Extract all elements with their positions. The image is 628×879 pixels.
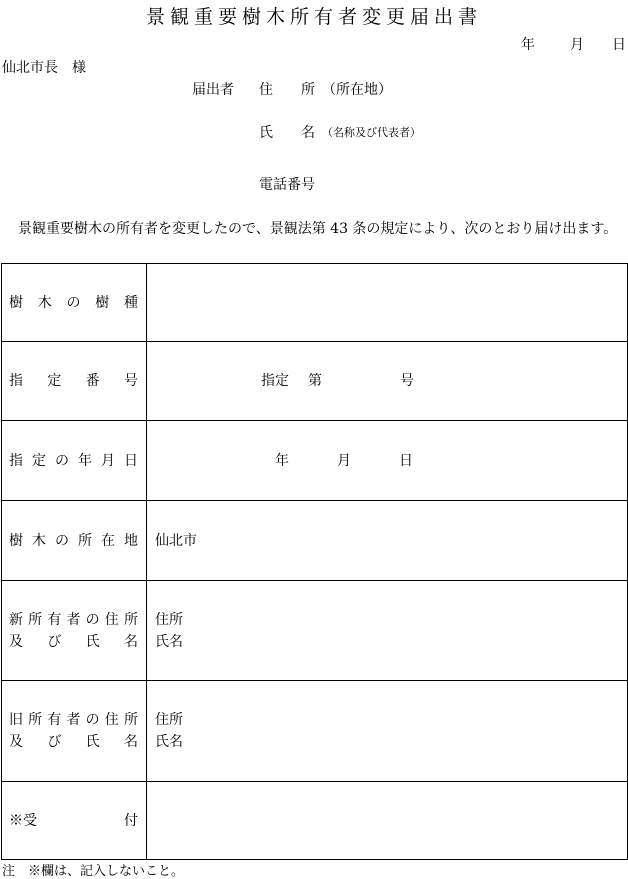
- label-line: [2, 609, 146, 631]
- label-char: 月: [101, 452, 115, 469]
- address-note: （所在地）: [322, 82, 392, 98]
- label-char: 地: [124, 532, 138, 549]
- date-month: 月: [570, 37, 584, 53]
- label-cell: [2, 421, 147, 501]
- location-prefix: 仙北市: [155, 532, 197, 549]
- label-char: 種: [124, 294, 138, 311]
- address-label: 住 所: [259, 82, 315, 98]
- notification-table: [1, 263, 628, 860]
- label-cell: [2, 581, 147, 681]
- date-day: 日: [612, 37, 626, 53]
- date-year: 年: [521, 37, 535, 53]
- label-char: の: [85, 611, 100, 628]
- old-owner-address-label: 住所: [155, 712, 183, 728]
- new-owner-name-label: 氏名: [155, 633, 183, 650]
- label-char: 氏: [85, 633, 100, 650]
- label-char: 年: [78, 452, 92, 469]
- label-char: 及: [9, 734, 23, 750]
- tree-species-field[interactable]: [147, 264, 628, 342]
- footnote: 注 ※欄は、記入しないこと。: [2, 864, 185, 879]
- label-char: 所: [78, 532, 92, 549]
- label-char: び: [47, 633, 62, 650]
- old-owner-name-label: 氏名: [155, 734, 183, 750]
- label-char: 新: [9, 611, 23, 628]
- tree-location-field[interactable]: [147, 501, 628, 581]
- table-row: [2, 264, 628, 342]
- label-cell: [2, 782, 147, 860]
- label-char: 番: [85, 373, 100, 389]
- label-line: [2, 810, 146, 832]
- applicant-label: 届出者: [192, 82, 234, 98]
- label-char: 所: [123, 611, 138, 628]
- name-note: （名称及び代表者）: [322, 126, 421, 139]
- label-char: 者: [66, 712, 81, 728]
- label-char: 所: [28, 712, 43, 728]
- designation-month: 月: [337, 452, 351, 469]
- label-char: の: [66, 294, 81, 311]
- label-char: 付: [124, 812, 138, 829]
- label-char: 住: [104, 712, 119, 728]
- label-char: の: [85, 712, 100, 728]
- label-line: [2, 370, 146, 392]
- label-char: 及: [9, 633, 23, 650]
- label-char: 名: [123, 734, 138, 750]
- label-char: 日: [124, 452, 138, 469]
- label-char: 在: [101, 532, 115, 549]
- label-cell: [2, 342, 147, 421]
- label-char: 樹: [95, 294, 110, 311]
- designation-go: 号: [400, 373, 414, 389]
- table-row: [2, 421, 628, 501]
- designation-day: 日: [399, 452, 413, 469]
- table-row: [2, 501, 628, 581]
- label-char: 定: [47, 373, 62, 389]
- form-title: 景観重要樹木所有者変更届出書: [145, 6, 482, 28]
- label-char: び: [47, 734, 62, 750]
- label-char: ※受: [9, 812, 37, 829]
- new-owner-address-label: 住所: [155, 611, 183, 628]
- label-char: 所: [123, 712, 138, 728]
- name-label: 氏 名: [259, 125, 315, 141]
- label-char: 指: [9, 373, 23, 389]
- label-line: [2, 709, 146, 731]
- label-char: 旧: [9, 712, 23, 728]
- label-line: [2, 530, 146, 552]
- label-cell: [2, 501, 147, 581]
- label-char: の: [55, 452, 69, 469]
- label-char: 樹: [9, 294, 23, 311]
- label-char: 有: [47, 611, 62, 628]
- designation-prefix: 指定: [261, 373, 289, 389]
- label-cell: [2, 681, 147, 782]
- addressee: 仙北市長 様: [2, 60, 86, 76]
- designation-year: 年: [275, 452, 289, 469]
- label-line: [2, 731, 146, 753]
- label-line: [2, 292, 146, 314]
- label-char: 定: [32, 452, 46, 469]
- statement-text: 景観重要樹木の所有者を変更したので、景観法第 43 条の規定により、次のとおり届け出ます。: [18, 221, 618, 237]
- reception-field: [147, 782, 628, 860]
- label-char: 名: [123, 633, 138, 650]
- label-char: 指: [9, 452, 23, 469]
- label-char: 木: [37, 294, 52, 311]
- label-char: 所: [28, 611, 43, 628]
- new-owner-field[interactable]: [147, 581, 628, 681]
- designation-dai: 第: [308, 373, 322, 389]
- label-char: 氏: [85, 734, 100, 750]
- label-char: 号: [123, 373, 138, 389]
- table-row: [2, 681, 628, 782]
- label-char: 住: [104, 611, 119, 628]
- label-char: 者: [66, 611, 81, 628]
- label-char: 樹: [9, 532, 23, 549]
- table-row: [2, 782, 628, 860]
- designation-date-field[interactable]: [147, 421, 628, 501]
- phone-label: 電話番号: [259, 177, 315, 193]
- label-char: の: [55, 532, 69, 549]
- label-line: [2, 450, 146, 472]
- table-row: [2, 581, 628, 681]
- label-line: [2, 631, 146, 653]
- table-row: [2, 342, 628, 421]
- label-cell: [2, 264, 147, 342]
- old-owner-field[interactable]: [147, 681, 628, 782]
- label-char: 木: [32, 532, 46, 549]
- label-char: 有: [47, 712, 62, 728]
- designation-number-field[interactable]: [147, 342, 628, 421]
